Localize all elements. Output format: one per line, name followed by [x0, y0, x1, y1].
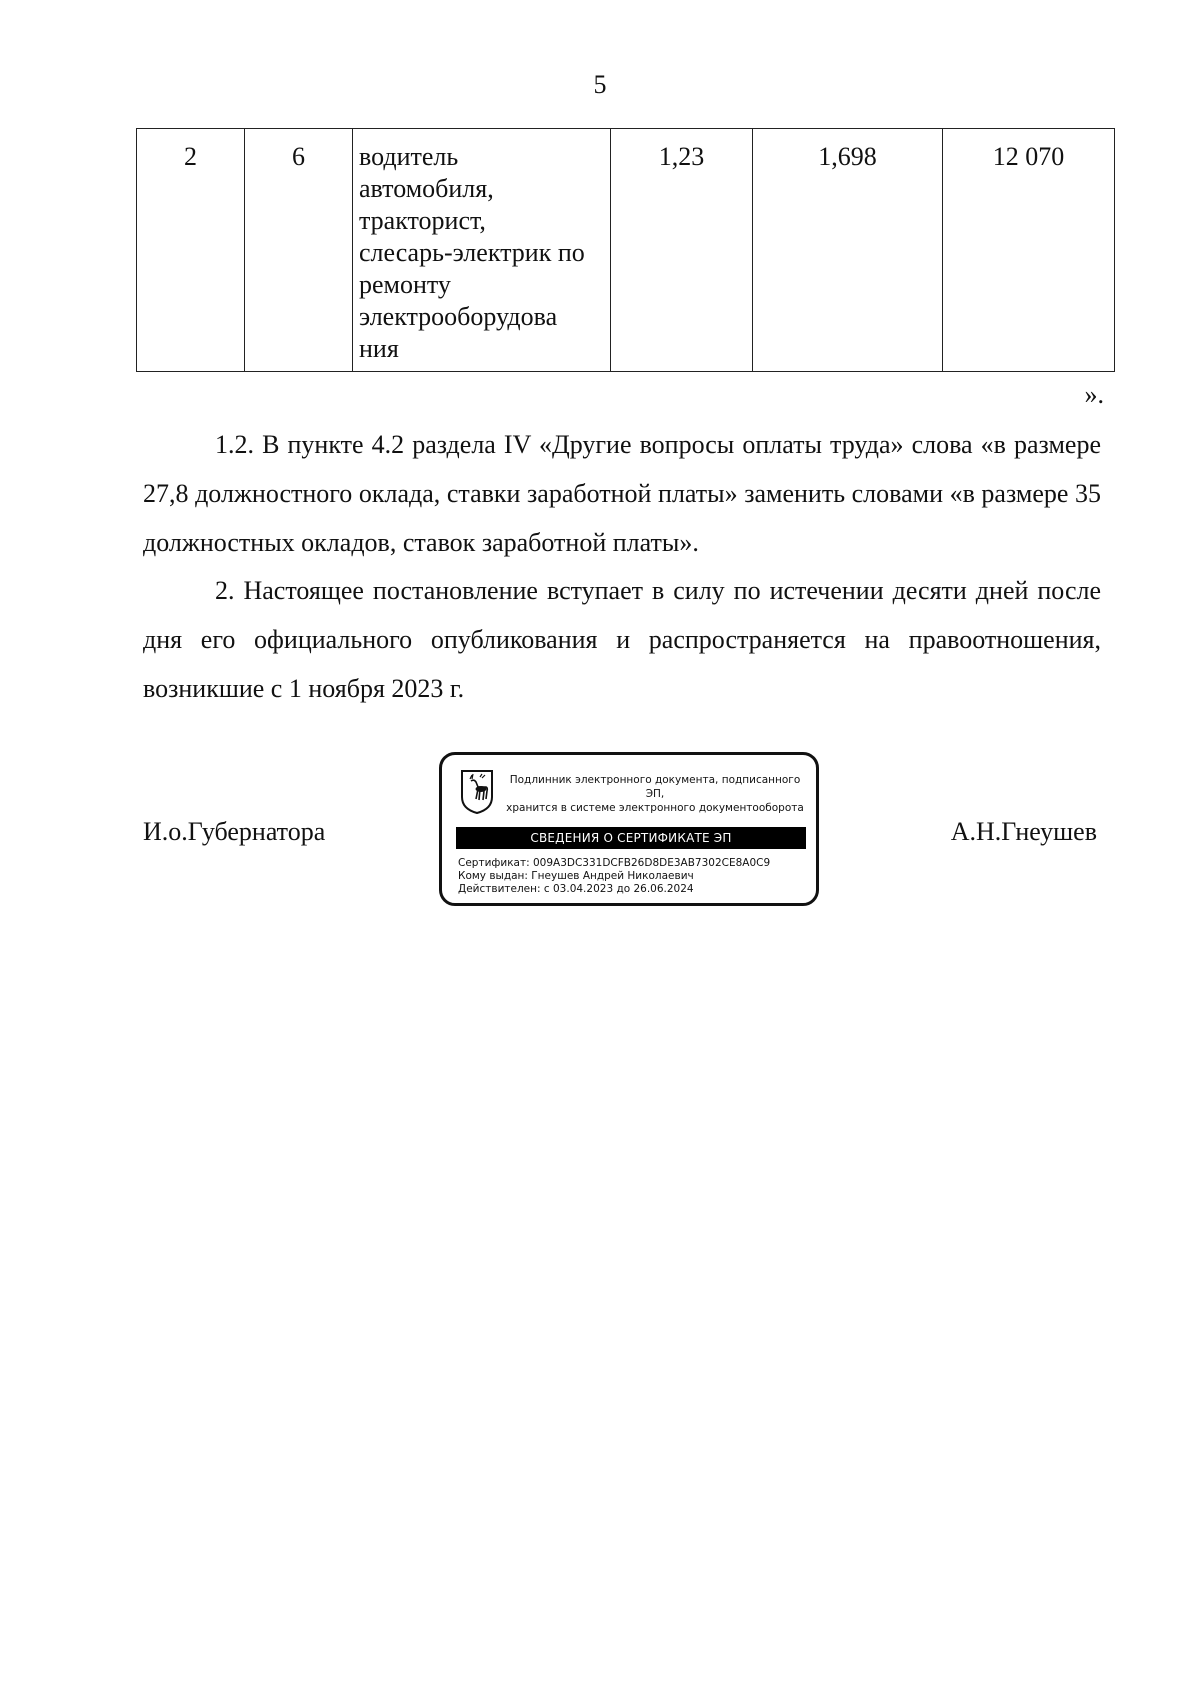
paragraph-2: 2. Настоящее постановление вступает в силу по истечении десяти дней после дня его официального опубликования и распространяется на правоотношения, возникшие с 1 ноября 2023 г. — [143, 576, 1101, 703]
paragraph-1-2: 1.2. В пункте 4.2 раздела IV «Другие вопросы оплаты труда» слова «в размере 27,8 должностного оклада, ставки заработной платы» заменить словами «в размере 35 должностных окладов, ставок заработной платы». — [143, 430, 1101, 557]
stamp-header — [500, 773, 810, 815]
signatory-name: А.Н.Гнеушев — [950, 817, 1097, 846]
certificate-label: Сертификат: — [458, 857, 530, 869]
stamp-header-line: Подлинник электронного документа, подписанного ЭП, — [509, 774, 801, 800]
issued-to-label: Кому выдан: — [458, 870, 528, 882]
qualification-level-cell: 6 — [245, 129, 353, 372]
page-number: 5 — [593, 70, 607, 99]
stamp-header-line: хранится в системе электронного документооборота — [506, 802, 804, 814]
salary-cell: 12 070 — [943, 129, 1115, 372]
deer-coat-of-arms-icon — [460, 769, 494, 815]
certificate-banner: СВЕДЕНИЯ О СЕРТИФИКАТЕ ЭП — [456, 827, 806, 849]
job-title-cell: водитель автомобиля, тракторист, слесарь-электрик по ремонту электрооборудова ния — [353, 129, 611, 372]
valid-value: с 03.04.2023 до 26.06.2024 — [543, 883, 694, 895]
ratio-cell: 1,698 — [753, 129, 943, 372]
closing-quote: ». — [1084, 380, 1104, 409]
coefficient-cell: 1,23 — [611, 129, 753, 372]
issued-to-line — [458, 870, 808, 883]
signatory-position: И.о.Губернатора — [143, 817, 326, 846]
table-row — [137, 129, 1115, 372]
group-number-cell: 2 — [137, 129, 245, 372]
tariff-table — [136, 128, 1115, 372]
validity-line — [458, 883, 808, 896]
certificate-info — [458, 857, 808, 896]
certificate-line — [458, 857, 808, 870]
issued-to-value: Гнеушев Андрей Николаевич — [531, 870, 694, 882]
certificate-value: 009A3DC331DCFB26D8DE3AB7302CE8A0C9 — [532, 857, 771, 869]
valid-label: Действителен: — [458, 883, 541, 895]
electronic-signature-stamp — [439, 752, 819, 906]
